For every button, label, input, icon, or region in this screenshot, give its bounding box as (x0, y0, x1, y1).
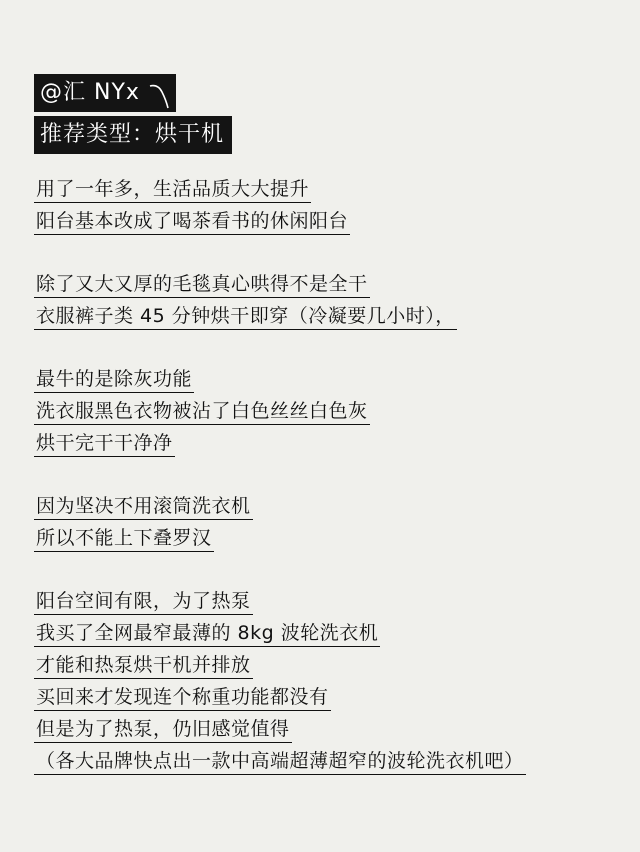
text-line: 最牛的是除灰功能 (34, 366, 194, 393)
text-line: 所以不能上下叠罗汉 (34, 525, 214, 552)
paragraph-gap (34, 462, 614, 493)
post-body (34, 176, 614, 780)
text-line: 除了又大又厚的毛毯真心哄得不是全干 (34, 271, 370, 298)
author-handle-tag (34, 74, 176, 112)
text-line: 才能和热泵烘干机并排放 (34, 652, 253, 679)
author-handle: @汇 NYx (40, 80, 140, 105)
text-line: 烘干完干干净净 (34, 430, 175, 457)
post-header (34, 74, 232, 154)
text-line: 我买了全网最窄最薄的 8kg 波轮洗衣机 (34, 620, 380, 647)
text-line: 买回来才发现连个称重功能都没有 (34, 684, 331, 711)
recommend-type-label: 推荐类型：烘干机 (40, 122, 225, 147)
text-line: （各大品牌快点出一款中高端超薄超窄的波轮洗衣机吧） (34, 748, 526, 775)
text-line: 衣服裤子类 45 分钟烘干即穿（冷凝要几小时）， (34, 303, 457, 330)
text-line: 但是为了热泵，仍旧感觉值得 (34, 716, 292, 743)
hook-doodle-icon (148, 82, 170, 110)
paragraph-gap (34, 335, 614, 366)
recommend-type-tag (34, 116, 232, 154)
text-line: 用了一年多，生活品质大大提升 (34, 176, 311, 203)
paragraph-gap (34, 557, 614, 588)
text-line: 阳台基本改成了喝茶看书的休闲阳台 (34, 208, 350, 235)
paragraph-gap (34, 240, 614, 271)
text-line: 阳台空间有限，为了热泵 (34, 588, 253, 615)
text-line: 因为坚决不用滚筒洗衣机 (34, 493, 253, 520)
text-line: 洗衣服黑色衣物被沾了白色丝丝白色灰 (34, 398, 370, 425)
